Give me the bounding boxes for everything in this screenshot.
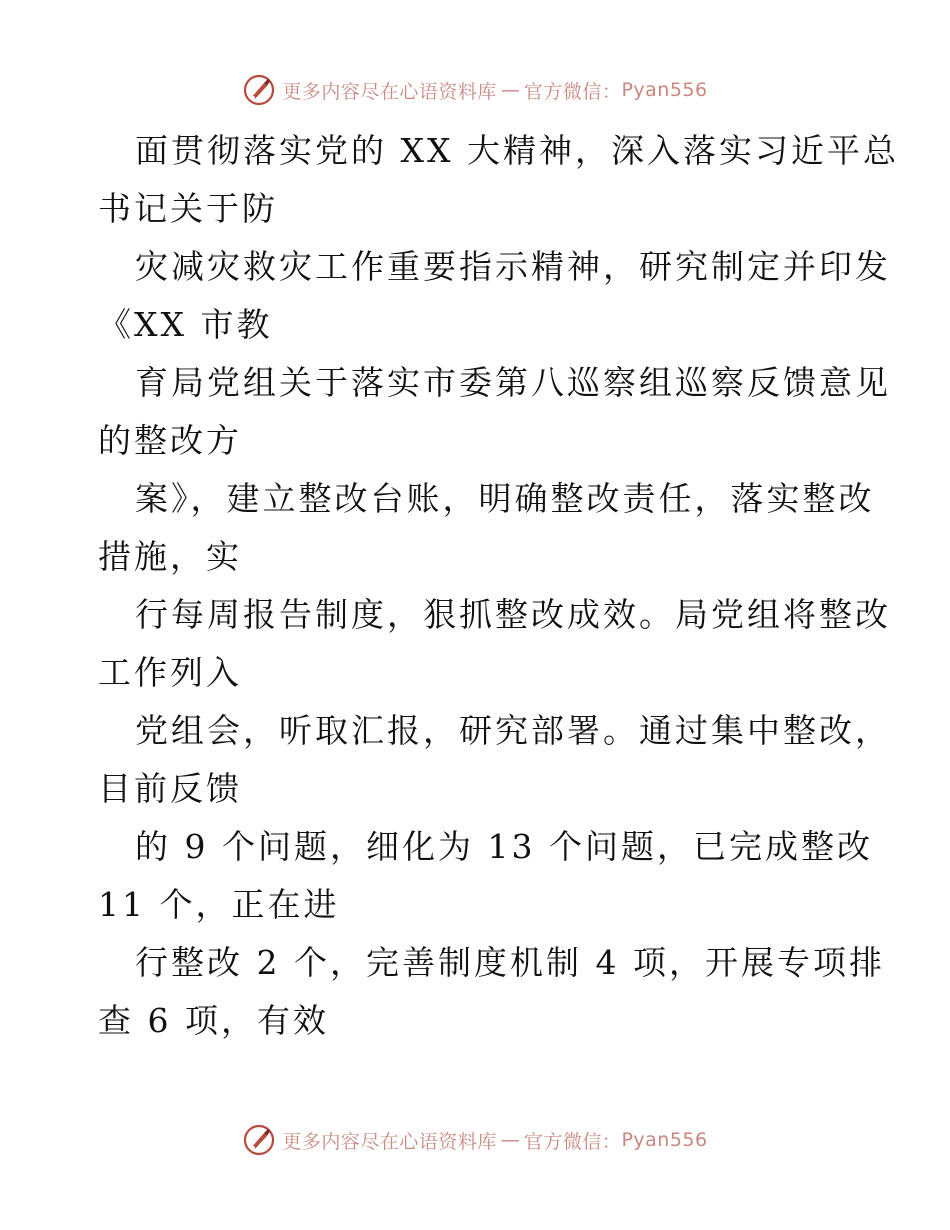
text-line: 灾减灾救灾工作重要指示精神，研究制定并印发: [135, 247, 891, 286]
text-line: 11 个，正在进: [98, 885, 340, 924]
watermark-wechat-label: 官方微信：: [523, 1130, 622, 1153]
text-line: 的整改方: [98, 421, 242, 460]
text-line: 案》，建立整改台账，明确整改责任，落实整改: [135, 479, 875, 518]
document-body: [98, 122, 899, 1050]
watermark-wechat-label: 官方微信：: [523, 80, 622, 103]
text-line: 目前反馈: [98, 769, 242, 808]
text-line: 措施，实: [98, 537, 242, 576]
text-line: 书记关于防: [98, 189, 278, 228]
text-line: 《XX 市教: [98, 305, 273, 344]
text-line: 行每周报告制度，狠抓整改成效。局党组将整改: [135, 595, 891, 634]
pen-logo-icon: [242, 1123, 276, 1157]
text-line: 党组会，听取汇报，研究部署。通过集中整改，: [135, 711, 891, 750]
text-line: 行整改 2 个，完善制度机制 4 项，开展专项排: [135, 943, 885, 982]
watermark-wechat-id: Pyan556: [621, 79, 708, 101]
watermark-separator: —: [500, 1129, 520, 1151]
header-watermark: [0, 70, 950, 110]
watermark-text: 更多内容尽在心语资料库: [282, 1130, 497, 1153]
text-line: 面贯彻落实党的 XX 大精神，深入落实习近平总: [135, 131, 899, 170]
watermark-separator: —: [500, 79, 520, 101]
text-line: 查 6 项，有效: [98, 1001, 329, 1040]
text-line: 工作列入: [98, 653, 242, 692]
watermark-wechat-id: Pyan556: [621, 1129, 708, 1151]
text-line: 的 9 个问题，细化为 13 个问题，已完成整改: [135, 827, 873, 866]
text-line: 育局党组关于落实市委第八巡察组巡察反馈意见: [135, 363, 891, 402]
watermark-text: 更多内容尽在心语资料库: [282, 80, 497, 103]
footer-watermark: [0, 1120, 950, 1160]
pen-logo-icon: [242, 73, 276, 107]
